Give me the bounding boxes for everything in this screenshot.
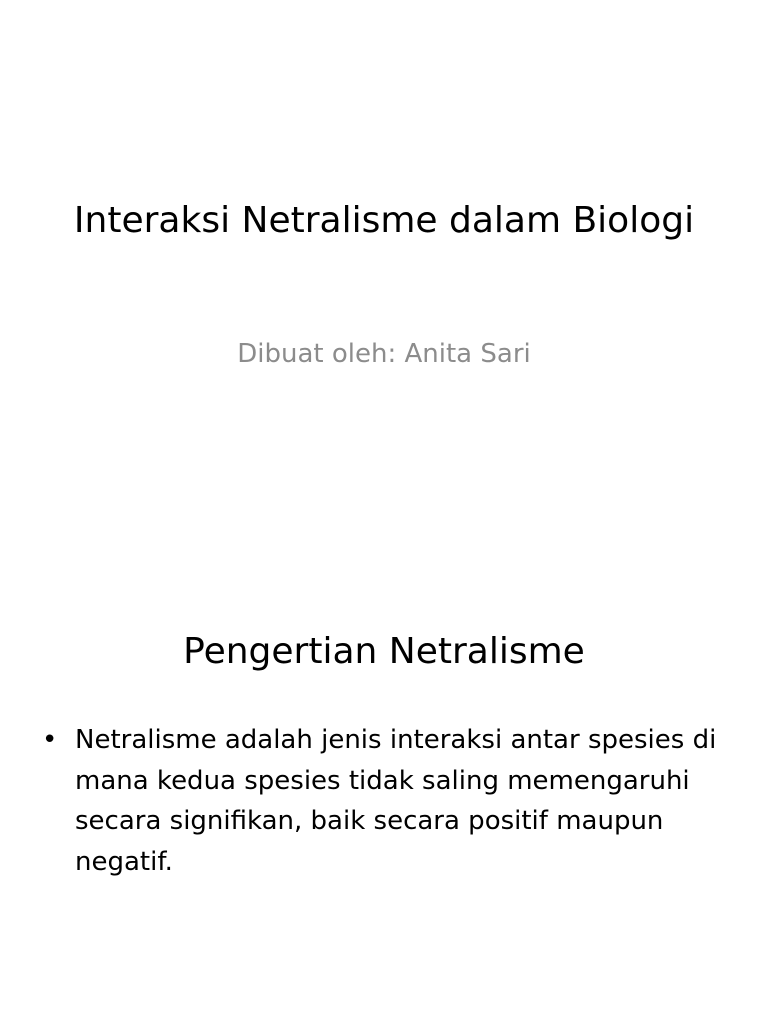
bullet-text: Netralisme adalah jenis interaksi antar spesies di mana kedua spesies tidak saling memengaruhi secara signifikan, baik secara positif maupun negatif. xyxy=(75,725,717,877)
slide-subtitle: Dibuat oleh: Anita Sari xyxy=(237,339,531,369)
bullet-icon: • xyxy=(42,725,58,755)
slide-title: Pengertian Netralisme xyxy=(183,631,585,672)
bullet-list xyxy=(38,720,728,882)
content-slide xyxy=(0,512,768,1024)
slide-title: Interaksi Netralisme dalam Biologi xyxy=(73,200,695,241)
list-item xyxy=(38,720,728,882)
